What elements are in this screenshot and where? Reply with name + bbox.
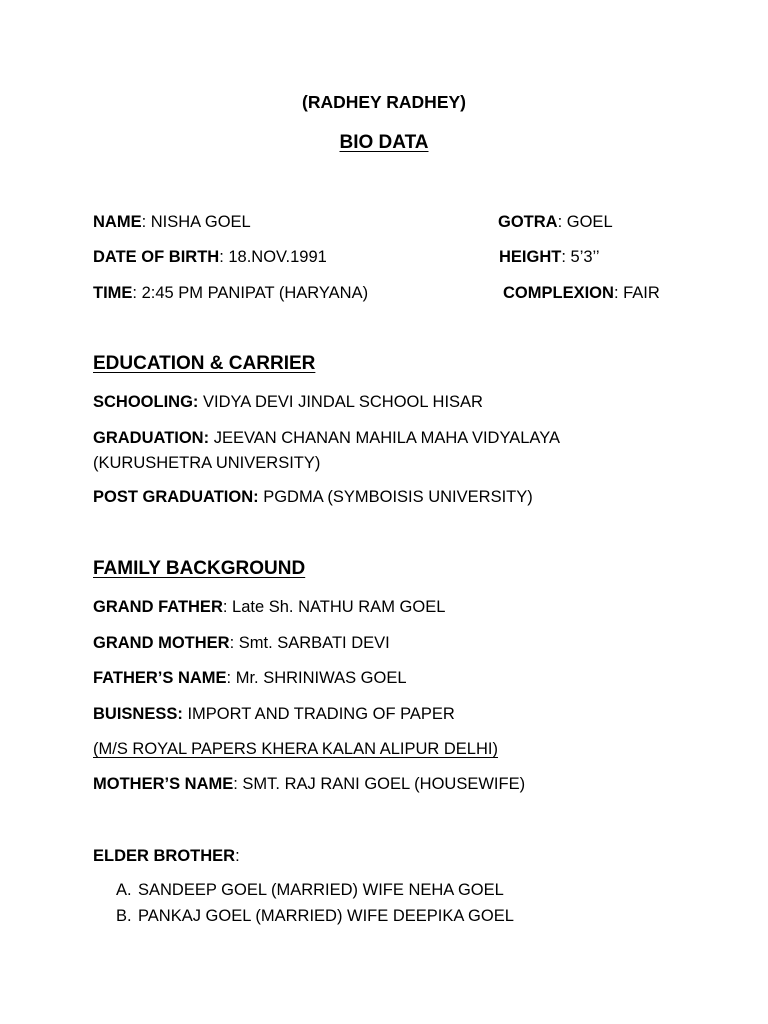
grand-father-row [93, 597, 445, 617]
elder-brother-row [93, 846, 240, 866]
mother-value: SMT. RAJ RANI GOEL (HOUSEWIFE) [242, 775, 526, 793]
post-graduation-value: PGDMA (SYMBOISIS UNIVERSITY) [258, 488, 533, 506]
list-item [116, 880, 504, 900]
elder-brother-label: ELDER BROTHER [93, 847, 236, 865]
grand-father-value: Late Sh. NATHU RAM GOEL [232, 598, 446, 616]
document-title-text: BIO DATA [339, 132, 429, 153]
dob-separator: : [219, 248, 229, 266]
family-heading: FAMILY BACKGROUND [93, 558, 306, 579]
dob-row [93, 247, 327, 267]
complexion-label: COMPLEXION [503, 284, 614, 302]
invocation-heading: (RADHEY RADHEY) [302, 92, 466, 112]
grand-mother-separator: : [229, 634, 239, 652]
grand-father-separator: : [222, 598, 233, 616]
complexion-separator: : [613, 284, 624, 302]
list-marker: B. [116, 907, 132, 925]
time-row [93, 283, 368, 303]
schooling-row [93, 392, 483, 412]
complexion-value: FAIR [623, 284, 660, 302]
post-graduation-row [93, 487, 533, 507]
post-graduation-label: POST GRADUATION: [93, 488, 259, 506]
dob-value: 18.NOV.1991 [228, 248, 327, 266]
complexion-row [503, 283, 660, 303]
graduation-label: GRADUATION: [93, 429, 210, 447]
business-label: BUISNESS: [93, 705, 183, 723]
height-row [499, 247, 600, 267]
gotra-value: GOEL [566, 213, 613, 231]
grand-mother-value: Smt. SARBATI DEVI [238, 634, 390, 652]
graduation-row [93, 428, 560, 448]
list-item [116, 906, 514, 926]
education-heading: EDUCATION & CARRIER [93, 353, 316, 374]
schooling-value: VIDYA DEVI JINDAL SCHOOL HISAR [198, 393, 483, 411]
document-title [0, 132, 768, 154]
height-separator: : [561, 248, 571, 266]
grand-father-label: GRAND FATHER [93, 598, 223, 616]
father-value: Mr. SHRINIWAS GOEL [235, 669, 407, 687]
name-separator: : [141, 213, 151, 231]
graduation-row-continued [93, 453, 320, 473]
business-value: IMPORT AND TRADING OF PAPER [182, 705, 455, 723]
mother-row [93, 774, 525, 794]
gotra-label: GOTRA [498, 213, 558, 231]
mother-label: MOTHER’S NAME [93, 775, 234, 793]
name-label: NAME [93, 213, 142, 231]
list-marker: A. [116, 881, 132, 899]
name-row [93, 212, 251, 232]
list-item-text: SANDEEP GOEL (MARRIED) WIFE NEHA GOEL [138, 881, 504, 899]
time-label: TIME [93, 284, 133, 302]
mother-separator: : [233, 775, 243, 793]
father-separator: : [226, 669, 236, 687]
time-value: 2:45 PM PANIPAT (HARYANA) [141, 284, 369, 302]
schooling-label: SCHOOLING: [93, 393, 199, 411]
business-row [93, 704, 455, 724]
business-address: (M/S ROYAL PAPERS KHERA KALAN ALIPUR DELHI) [93, 740, 498, 758]
dob-label: DATE OF BIRTH [93, 248, 220, 266]
gotra-row [498, 212, 613, 232]
time-separator: : [132, 284, 142, 302]
list-item-text: PANKAJ GOEL (MARRIED) WIFE DEEPIKA GOEL [138, 907, 514, 925]
grand-mother-label: GRAND MOTHER [93, 634, 230, 652]
height-value: 5’3’’ [570, 248, 600, 266]
name-value: NISHA GOEL [150, 213, 251, 231]
gotra-separator: : [557, 213, 567, 231]
graduation-university: (KURUSHETRA UNIVERSITY) [93, 454, 321, 472]
graduation-value: JEEVAN CHANAN MAHILA MAHA VIDYALAYA [209, 429, 560, 447]
height-label: HEIGHT [499, 248, 562, 266]
father-label: FATHER’S NAME [93, 669, 227, 687]
father-row [93, 668, 407, 688]
grand-mother-row [93, 633, 390, 653]
elder-brother-separator: : [235, 847, 240, 865]
